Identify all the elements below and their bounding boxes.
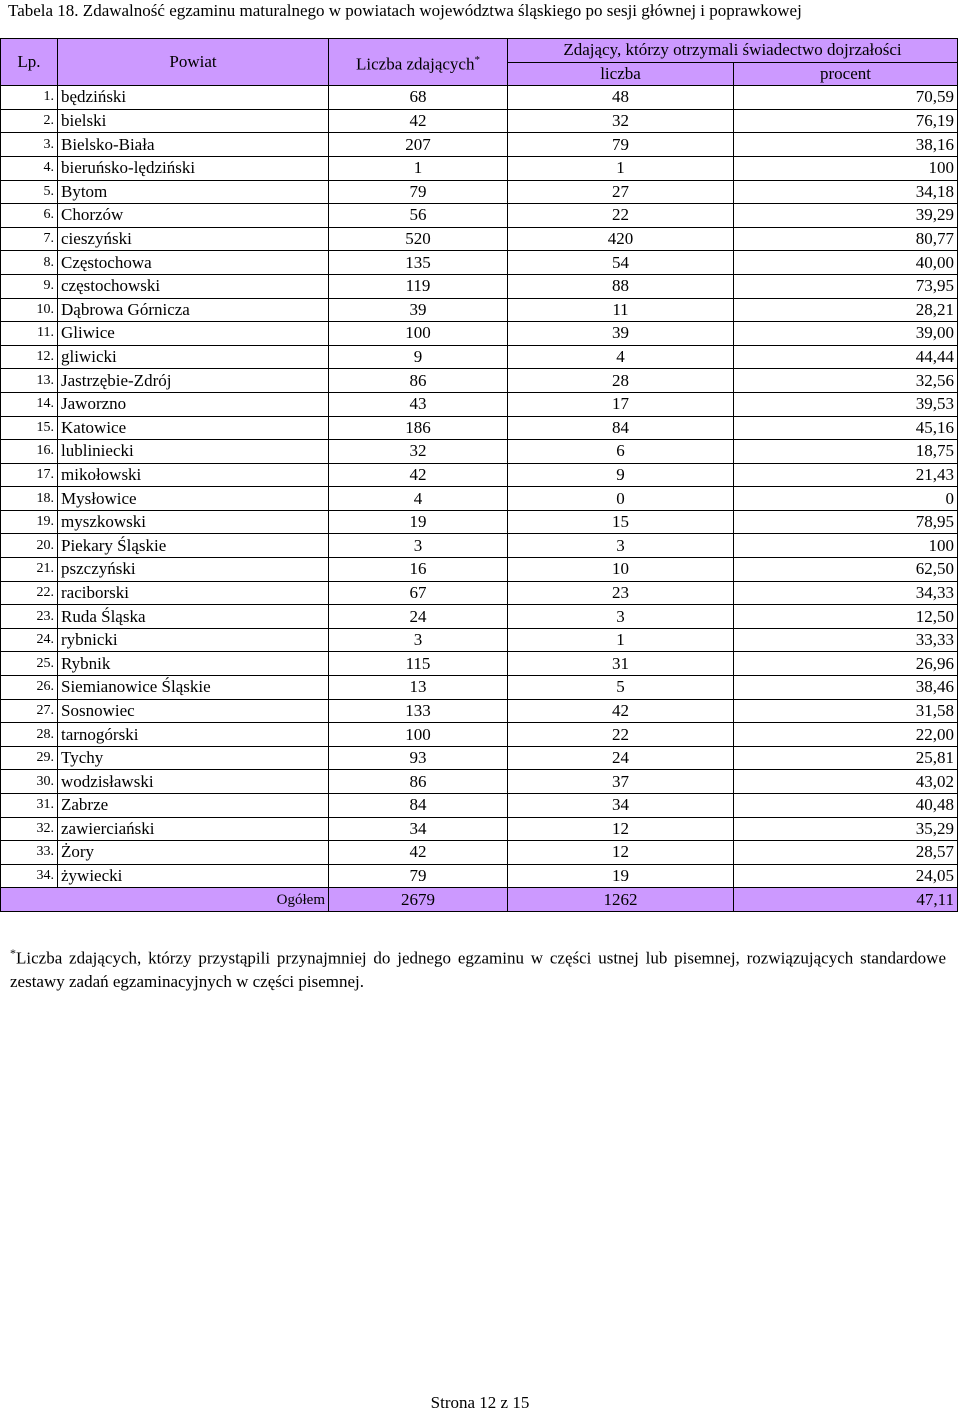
row-liczba: 12 bbox=[508, 817, 734, 841]
table-row bbox=[1, 652, 958, 676]
row-zdajacy: 4 bbox=[329, 487, 508, 511]
table-row bbox=[1, 581, 958, 605]
row-procent: 34,18 bbox=[734, 180, 958, 204]
row-powiat: Żory bbox=[58, 841, 329, 865]
row-zdajacy: 42 bbox=[329, 463, 508, 487]
row-lp: 11. bbox=[1, 322, 58, 346]
table-row bbox=[1, 180, 958, 204]
row-powiat: gliwicki bbox=[58, 345, 329, 369]
row-zdajacy: 86 bbox=[329, 770, 508, 794]
row-zdajacy: 42 bbox=[329, 841, 508, 865]
row-zdajacy: 86 bbox=[329, 369, 508, 393]
row-procent: 12,50 bbox=[734, 605, 958, 629]
row-zdajacy: 115 bbox=[329, 652, 508, 676]
row-powiat: Piekary Śląskie bbox=[58, 534, 329, 558]
row-lp: 17. bbox=[1, 463, 58, 487]
row-procent: 70,59 bbox=[734, 86, 958, 110]
row-zdajacy: 42 bbox=[329, 109, 508, 133]
table-row bbox=[1, 676, 958, 700]
row-powiat: mikołowski bbox=[58, 463, 329, 487]
row-lp: 16. bbox=[1, 440, 58, 464]
total-zdajacy: 2679 bbox=[329, 888, 508, 912]
row-liczba: 23 bbox=[508, 581, 734, 605]
total-procent: 47,11 bbox=[734, 888, 958, 912]
row-lp: 13. bbox=[1, 369, 58, 393]
row-powiat: Częstochowa bbox=[58, 251, 329, 275]
row-procent: 76,19 bbox=[734, 109, 958, 133]
table-body bbox=[1, 86, 958, 888]
row-liczba: 4 bbox=[508, 345, 734, 369]
row-liczba: 27 bbox=[508, 180, 734, 204]
row-liczba: 32 bbox=[508, 109, 734, 133]
row-lp: 7. bbox=[1, 227, 58, 251]
row-powiat: bieruńsko-lędziński bbox=[58, 156, 329, 180]
row-liczba: 17 bbox=[508, 392, 734, 416]
row-powiat: Bielsko-Biała bbox=[58, 133, 329, 157]
table-row bbox=[1, 109, 958, 133]
row-liczba: 1 bbox=[508, 156, 734, 180]
row-procent: 73,95 bbox=[734, 274, 958, 298]
row-powiat: Sosnowiec bbox=[58, 699, 329, 723]
row-zdajacy: 1 bbox=[329, 156, 508, 180]
row-liczba: 12 bbox=[508, 841, 734, 865]
table-row bbox=[1, 746, 958, 770]
row-lp: 15. bbox=[1, 416, 58, 440]
total-liczba: 1262 bbox=[508, 888, 734, 912]
table-caption: Tabela 18. Zdawalność egzaminu maturalnego w powiatach województwa śląskiego po sesji głównej i poprawkowej bbox=[8, 1, 802, 20]
row-lp: 34. bbox=[1, 864, 58, 888]
row-zdajacy: 135 bbox=[329, 251, 508, 275]
table-row bbox=[1, 794, 958, 818]
row-lp: 3. bbox=[1, 133, 58, 157]
row-liczba: 54 bbox=[508, 251, 734, 275]
table-row bbox=[1, 841, 958, 865]
row-procent: 21,43 bbox=[734, 463, 958, 487]
row-zdajacy: 133 bbox=[329, 699, 508, 723]
row-powiat: pszczyński bbox=[58, 558, 329, 582]
row-liczba: 19 bbox=[508, 864, 734, 888]
row-lp: 19. bbox=[1, 510, 58, 534]
page-footer: Strona 12 z 15 bbox=[430, 1393, 530, 1412]
row-powiat: żywiecki bbox=[58, 864, 329, 888]
table-row bbox=[1, 463, 958, 487]
row-procent: 28,21 bbox=[734, 298, 958, 322]
row-procent: 80,77 bbox=[734, 227, 958, 251]
row-procent: 38,46 bbox=[734, 676, 958, 700]
row-procent: 33,33 bbox=[734, 628, 958, 652]
row-lp: 14. bbox=[1, 392, 58, 416]
row-powiat: Bytom bbox=[58, 180, 329, 204]
row-liczba: 42 bbox=[508, 699, 734, 723]
table-row bbox=[1, 322, 958, 346]
row-lp: 4. bbox=[1, 156, 58, 180]
row-zdajacy: 34 bbox=[329, 817, 508, 841]
row-zdajacy: 93 bbox=[329, 746, 508, 770]
row-liczba: 39 bbox=[508, 322, 734, 346]
row-powiat: częstochowski bbox=[58, 274, 329, 298]
row-zdajacy: 39 bbox=[329, 298, 508, 322]
table-row bbox=[1, 558, 958, 582]
row-lp: 6. bbox=[1, 204, 58, 228]
row-liczba: 48 bbox=[508, 86, 734, 110]
row-lp: 25. bbox=[1, 652, 58, 676]
row-powiat: Dąbrowa Górnicza bbox=[58, 298, 329, 322]
row-liczba: 79 bbox=[508, 133, 734, 157]
row-lp: 33. bbox=[1, 841, 58, 865]
row-liczba: 420 bbox=[508, 227, 734, 251]
row-zdajacy: 100 bbox=[329, 322, 508, 346]
row-powiat: Tychy bbox=[58, 746, 329, 770]
row-lp: 30. bbox=[1, 770, 58, 794]
row-powiat: Jaworzno bbox=[58, 392, 329, 416]
row-lp: 18. bbox=[1, 487, 58, 511]
row-liczba: 24 bbox=[508, 746, 734, 770]
row-lp: 27. bbox=[1, 699, 58, 723]
row-zdajacy: 79 bbox=[329, 180, 508, 204]
table-row bbox=[1, 770, 958, 794]
row-liczba: 11 bbox=[508, 298, 734, 322]
table-row bbox=[1, 204, 958, 228]
results-table bbox=[0, 38, 958, 912]
row-powiat: Zabrze bbox=[58, 794, 329, 818]
row-lp: 20. bbox=[1, 534, 58, 558]
row-procent: 32,56 bbox=[734, 369, 958, 393]
row-liczba: 88 bbox=[508, 274, 734, 298]
row-powiat: Katowice bbox=[58, 416, 329, 440]
row-lp: 5. bbox=[1, 180, 58, 204]
row-procent: 100 bbox=[734, 534, 958, 558]
row-procent: 31,58 bbox=[734, 699, 958, 723]
row-zdajacy: 84 bbox=[329, 794, 508, 818]
row-procent: 44,44 bbox=[734, 345, 958, 369]
row-lp: 22. bbox=[1, 581, 58, 605]
row-powiat: myszkowski bbox=[58, 510, 329, 534]
row-liczba: 10 bbox=[508, 558, 734, 582]
row-lp: 32. bbox=[1, 817, 58, 841]
row-zdajacy: 19 bbox=[329, 510, 508, 534]
row-procent: 0 bbox=[734, 487, 958, 511]
table-row bbox=[1, 345, 958, 369]
row-liczba: 3 bbox=[508, 534, 734, 558]
row-lp: 8. bbox=[1, 251, 58, 275]
row-procent: 40,00 bbox=[734, 251, 958, 275]
total-row bbox=[1, 888, 958, 912]
row-procent: 45,16 bbox=[734, 416, 958, 440]
row-procent: 39,29 bbox=[734, 204, 958, 228]
row-zdajacy: 13 bbox=[329, 676, 508, 700]
row-lp: 29. bbox=[1, 746, 58, 770]
footnote bbox=[10, 942, 946, 993]
row-liczba: 3 bbox=[508, 605, 734, 629]
row-zdajacy: 3 bbox=[329, 628, 508, 652]
row-powiat: będziński bbox=[58, 86, 329, 110]
header-star: * bbox=[474, 53, 480, 66]
row-liczba: 37 bbox=[508, 770, 734, 794]
row-lp: 23. bbox=[1, 605, 58, 629]
row-powiat: Chorzów bbox=[58, 204, 329, 228]
table-row bbox=[1, 251, 958, 275]
row-liczba: 1 bbox=[508, 628, 734, 652]
row-zdajacy: 119 bbox=[329, 274, 508, 298]
table-row bbox=[1, 699, 958, 723]
footnote-star: * bbox=[10, 946, 16, 960]
header-powiat: Powiat bbox=[58, 39, 329, 86]
row-lp: 12. bbox=[1, 345, 58, 369]
footnote-text: Liczba zdających, którzy przystąpili przynajmniej do jednego egzaminu w części ustnej lub pisemnej, rozwiązujących standardowe zestawy zadań egzaminacyjnych w części pisemnej. bbox=[10, 948, 946, 991]
row-zdajacy: 100 bbox=[329, 723, 508, 747]
row-procent: 39,00 bbox=[734, 322, 958, 346]
table-row bbox=[1, 369, 958, 393]
row-liczba: 9 bbox=[508, 463, 734, 487]
row-zdajacy: 67 bbox=[329, 581, 508, 605]
header-liczba-zdajacych bbox=[329, 39, 508, 86]
row-procent: 43,02 bbox=[734, 770, 958, 794]
row-procent: 62,50 bbox=[734, 558, 958, 582]
row-procent: 22,00 bbox=[734, 723, 958, 747]
table-row bbox=[1, 440, 958, 464]
row-powiat: Gliwice bbox=[58, 322, 329, 346]
row-procent: 39,53 bbox=[734, 392, 958, 416]
row-procent: 78,95 bbox=[734, 510, 958, 534]
row-powiat: bielski bbox=[58, 109, 329, 133]
row-powiat: Jastrzębie-Zdrój bbox=[58, 369, 329, 393]
row-zdajacy: 43 bbox=[329, 392, 508, 416]
row-powiat: rybnicki bbox=[58, 628, 329, 652]
row-liczba: 31 bbox=[508, 652, 734, 676]
row-procent: 26,96 bbox=[734, 652, 958, 676]
header-lp: Lp. bbox=[1, 39, 58, 86]
row-lp: 31. bbox=[1, 794, 58, 818]
table-row bbox=[1, 534, 958, 558]
row-lp: 10. bbox=[1, 298, 58, 322]
row-liczba: 22 bbox=[508, 204, 734, 228]
row-liczba: 22 bbox=[508, 723, 734, 747]
row-powiat: zawierciański bbox=[58, 817, 329, 841]
row-liczba: 0 bbox=[508, 487, 734, 511]
row-liczba: 34 bbox=[508, 794, 734, 818]
row-liczba: 6 bbox=[508, 440, 734, 464]
table-row bbox=[1, 298, 958, 322]
row-zdajacy: 79 bbox=[329, 864, 508, 888]
row-liczba: 84 bbox=[508, 416, 734, 440]
table-row bbox=[1, 723, 958, 747]
row-procent: 25,81 bbox=[734, 746, 958, 770]
row-zdajacy: 16 bbox=[329, 558, 508, 582]
row-procent: 100 bbox=[734, 156, 958, 180]
row-lp: 1. bbox=[1, 86, 58, 110]
row-lp: 24. bbox=[1, 628, 58, 652]
row-liczba: 28 bbox=[508, 369, 734, 393]
row-zdajacy: 68 bbox=[329, 86, 508, 110]
header-liczba-zdajacych-label: Liczba zdających bbox=[356, 54, 475, 74]
header-group: Zdający, którzy otrzymali świadectwo dojrzałości bbox=[508, 39, 958, 63]
table-row bbox=[1, 510, 958, 534]
table-row bbox=[1, 817, 958, 841]
row-procent: 40,48 bbox=[734, 794, 958, 818]
table-row bbox=[1, 392, 958, 416]
row-lp: 9. bbox=[1, 274, 58, 298]
row-powiat: Siemianowice Śląskie bbox=[58, 676, 329, 700]
table-row bbox=[1, 227, 958, 251]
row-lp: 26. bbox=[1, 676, 58, 700]
table-row bbox=[1, 487, 958, 511]
row-zdajacy: 24 bbox=[329, 605, 508, 629]
row-powiat: tarnogórski bbox=[58, 723, 329, 747]
row-zdajacy: 56 bbox=[329, 204, 508, 228]
row-zdajacy: 207 bbox=[329, 133, 508, 157]
row-powiat: cieszyński bbox=[58, 227, 329, 251]
table-row bbox=[1, 605, 958, 629]
row-powiat: lubliniecki bbox=[58, 440, 329, 464]
row-procent: 38,16 bbox=[734, 133, 958, 157]
table-row bbox=[1, 156, 958, 180]
row-zdajacy: 32 bbox=[329, 440, 508, 464]
table-row bbox=[1, 864, 958, 888]
row-procent: 24,05 bbox=[734, 864, 958, 888]
header-procent: procent bbox=[734, 62, 958, 86]
row-procent: 28,57 bbox=[734, 841, 958, 865]
row-procent: 35,29 bbox=[734, 817, 958, 841]
row-zdajacy: 3 bbox=[329, 534, 508, 558]
table-row bbox=[1, 628, 958, 652]
row-liczba: 5 bbox=[508, 676, 734, 700]
row-powiat: Rybnik bbox=[58, 652, 329, 676]
table-row bbox=[1, 86, 958, 110]
row-zdajacy: 520 bbox=[329, 227, 508, 251]
row-powiat: raciborski bbox=[58, 581, 329, 605]
row-lp: 21. bbox=[1, 558, 58, 582]
table-row bbox=[1, 416, 958, 440]
row-powiat: wodzisławski bbox=[58, 770, 329, 794]
total-label: Ogółem bbox=[1, 888, 329, 912]
row-lp: 2. bbox=[1, 109, 58, 133]
row-lp: 28. bbox=[1, 723, 58, 747]
row-procent: 34,33 bbox=[734, 581, 958, 605]
header-liczba: liczba bbox=[508, 62, 734, 86]
table-row bbox=[1, 133, 958, 157]
row-zdajacy: 9 bbox=[329, 345, 508, 369]
table-row bbox=[1, 274, 958, 298]
row-procent: 18,75 bbox=[734, 440, 958, 464]
row-zdajacy: 186 bbox=[329, 416, 508, 440]
row-powiat: Mysłowice bbox=[58, 487, 329, 511]
row-powiat: Ruda Śląska bbox=[58, 605, 329, 629]
row-liczba: 15 bbox=[508, 510, 734, 534]
